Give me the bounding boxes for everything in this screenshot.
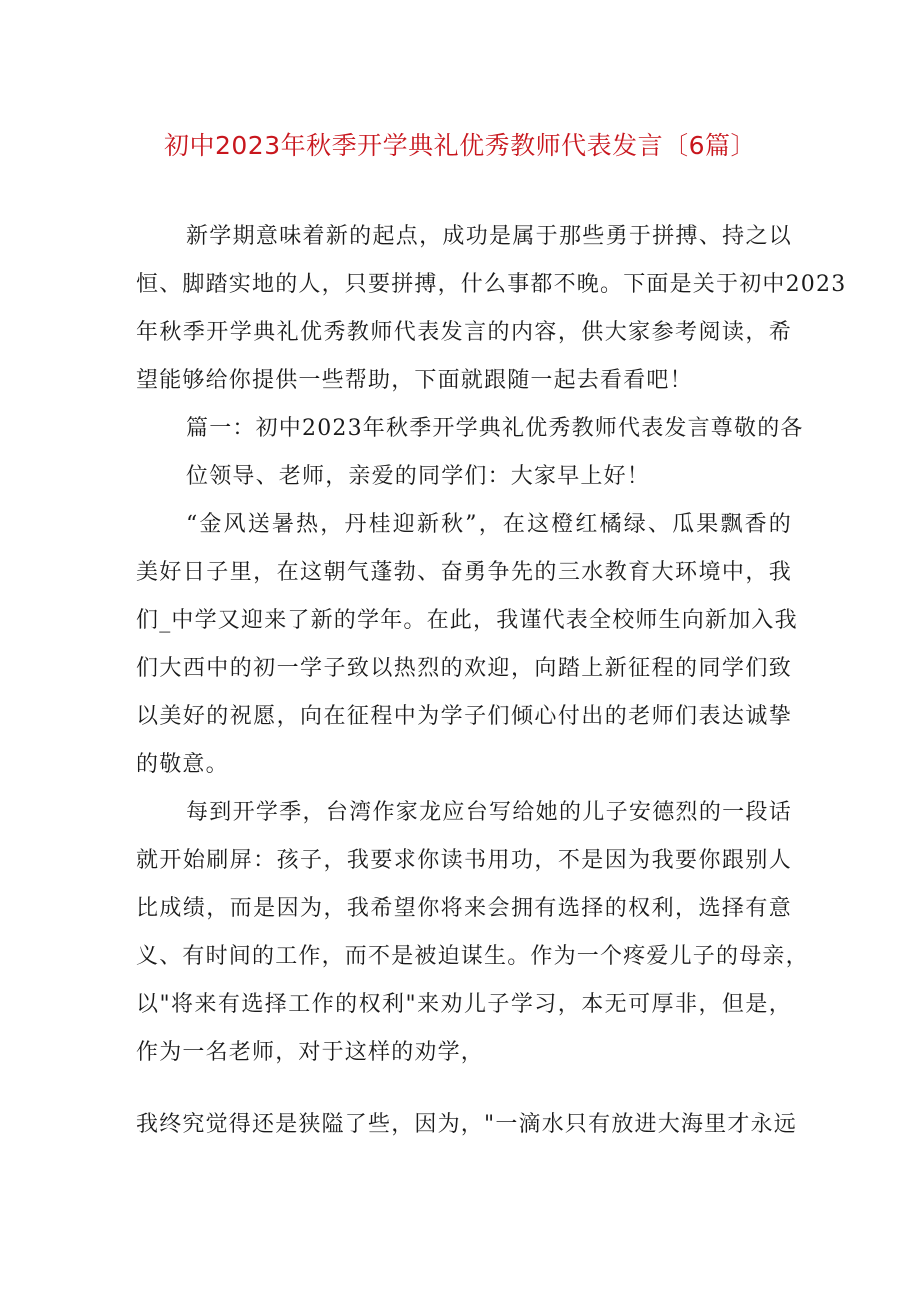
paragraph-line: 年秋季开学典礼优秀教师代表发言的内容，供大家参考阅读，希: [136, 320, 792, 345]
paragraph-line: 以美好的祝愿，向在征程中为学子们倾心付出的老师们表达诚挚: [136, 704, 792, 729]
paragraph-line: 位领导、老师，亲爱的同学们：大家早上好！: [186, 464, 651, 489]
paragraph-line: 以"将来有选择工作的权利"来劝儿子学习，本无可厚非，但是，: [136, 992, 792, 1017]
paragraph-line: “金风送暑热，丹桂迎新秋”，在这橙红橘绿、瓜果飘香的: [186, 512, 792, 537]
paragraph-line: 篇一：初中2023年秋季开学典礼优秀教师代表发言尊敬的各: [186, 416, 804, 441]
paragraph-line: 比成绩，而是因为，我希望你将来会拥有选择的权利，选择有意: [136, 896, 792, 921]
paragraph-line: 望能够给你提供一些帮助，下面就跟随一起去看看吧！: [136, 368, 693, 393]
paragraph-line: 们_中学又迎来了新的学年。在此，我谨代表全校师生向新加入我: [136, 608, 798, 633]
paragraph-line: 的敬意。: [136, 752, 229, 777]
paragraph-line: 就开始刷屏：孩子，我要求你读书用功，不是因为我要你跟别人: [136, 848, 792, 873]
document-title: 初中2023年秋季开学典礼优秀教师代表发言〔6篇〕: [163, 131, 757, 160]
paragraph-line: 们大西中的初一学子致以热烈的欢迎，向踏上新征程的同学们致: [136, 656, 792, 681]
paragraph-line: 我终究觉得还是狭隘了些，因为，"一滴水只有放进大海里才永远: [136, 1112, 797, 1137]
paragraph-line: 每到开学季，台湾作家龙应台写给她的儿子安德烈的一段话: [186, 800, 792, 825]
paragraph-line: 义、有时间的工作，而不是被迫谋生。作为一个疼爱儿子的母亲，: [136, 944, 809, 969]
paragraph-line: 恒、脚踏实地的人，只要拼搏，什么事都不晚。下面是关于初中2023: [136, 272, 847, 297]
paragraph-line: 美好日子里，在这朝气蓬勃、奋勇争先的三水教育大环境中，我: [136, 560, 792, 585]
paragraph-line: 新学期意味着新的起点，成功是属于那些勇于拼搏、持之以: [186, 224, 792, 249]
paragraph-line: 作为一名老师，对于这样的劝学，: [136, 1040, 485, 1065]
